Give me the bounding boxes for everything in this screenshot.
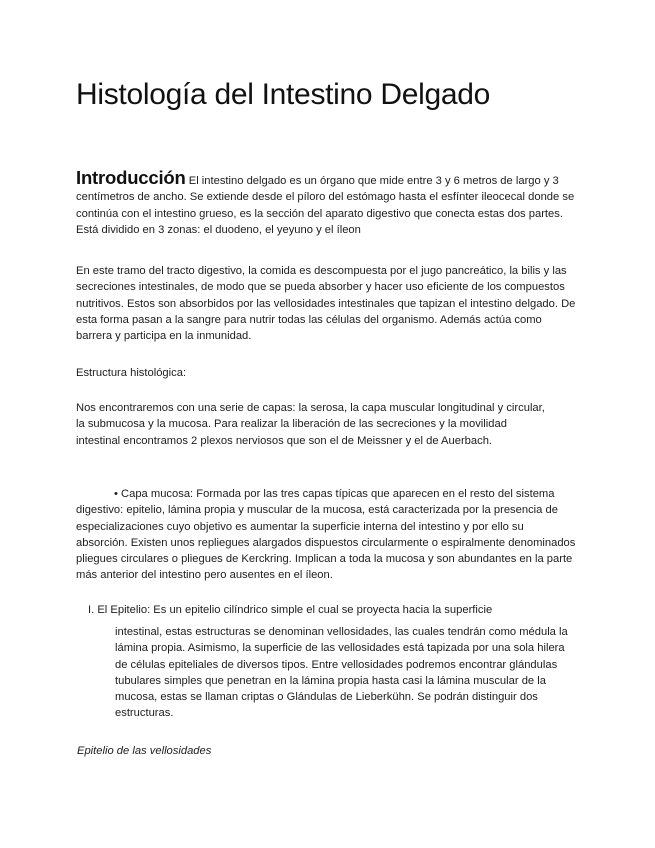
paragraph-mucosa: • Capa mucosa: Formada por las tres capas típicas que aparecen en el resto del sistema digestivo: epitelio, lámina propia y muscular de la mucosa, está caracterizada por la presencia de especializaciones cuyo objetivo es aumentar la superficie interna del intestino y por ello su absorción. Existen unos repliegues alargados dispuestos circularmente o espiralmente denominados pliegues circulares o pliegues de Kerckring. Implican a toda la mucosa y son abundantes en la parte más anterior del intestino pero ausentes en el íleon.	[76, 488, 576, 582]
subheading-vellosidades: Epitelio de las vellosidades	[77, 745, 212, 757]
intro-text: El intestino delgado es un órgano que mide entre 3 y 6 metros de largo y 3 centímetros de ancho. Se extiende desde el píloro del estómago hasta el esfínter ileocecal donde se continúa con el intestino grueso, es la sección del aparato digestivo que conecta estas dos partes. Está dividido en 3 zonas: el duodeno, el yeyuno y el íleon	[76, 175, 575, 236]
paragraph-epitelio-continued: intestinal, estas estructuras se denominan vellosidades, las cuales tendrán como médula la lámina propia. Asimismo, la superficie de las vellosidades está tapizada por una sola hilera de células epiteliales de diversos tipos. Entre vellosidades podremos encontrar glándulas tubulares simples que penetran en la lámina propia hasta casi la lámina muscular de la mucosa, estas se llaman criptas o Glándulas de Lieberkühn. Se podrán distinguir dos estructuras.	[115, 626, 568, 720]
section-label-structure: Estructura histológica:	[76, 367, 187, 379]
intro-heading: Introducción	[76, 167, 186, 188]
list-item-epitelio: I. El Epitelio: Es un epitelio cilíndrico simple el cual se proyecta hacia la superficie	[88, 604, 493, 616]
document-title: Histología del Intestino Delgado	[76, 78, 491, 111]
intro-paragraph	[76, 167, 576, 238]
paragraph-digestion: En este tramo del tracto digestivo, la comida es descompuesta por el jugo pancreático, la bilis y las secreciones intestinales, de modo que se pueda absorber y hacer uso eficiente de los compuestos nutritivos. Estos son absorbidos por las vellosidades intestinales que tapizan el intestino delgado. De esta forma pasan a la sangre para nutrir todas las células del organismo. Además actúa como barrera y participa en la inmunidad.	[76, 265, 576, 343]
paragraph-layers: Nos encontraremos con una serie de capas: la serosa, la capa muscular longitudinal y circular, la submucosa y la mucosa. Para realizar la liberación de las secreciones y la movilidad intestinal encontramos 2 plexos nerviosos que son el de Meissner y el de Auerbach.	[76, 402, 545, 447]
